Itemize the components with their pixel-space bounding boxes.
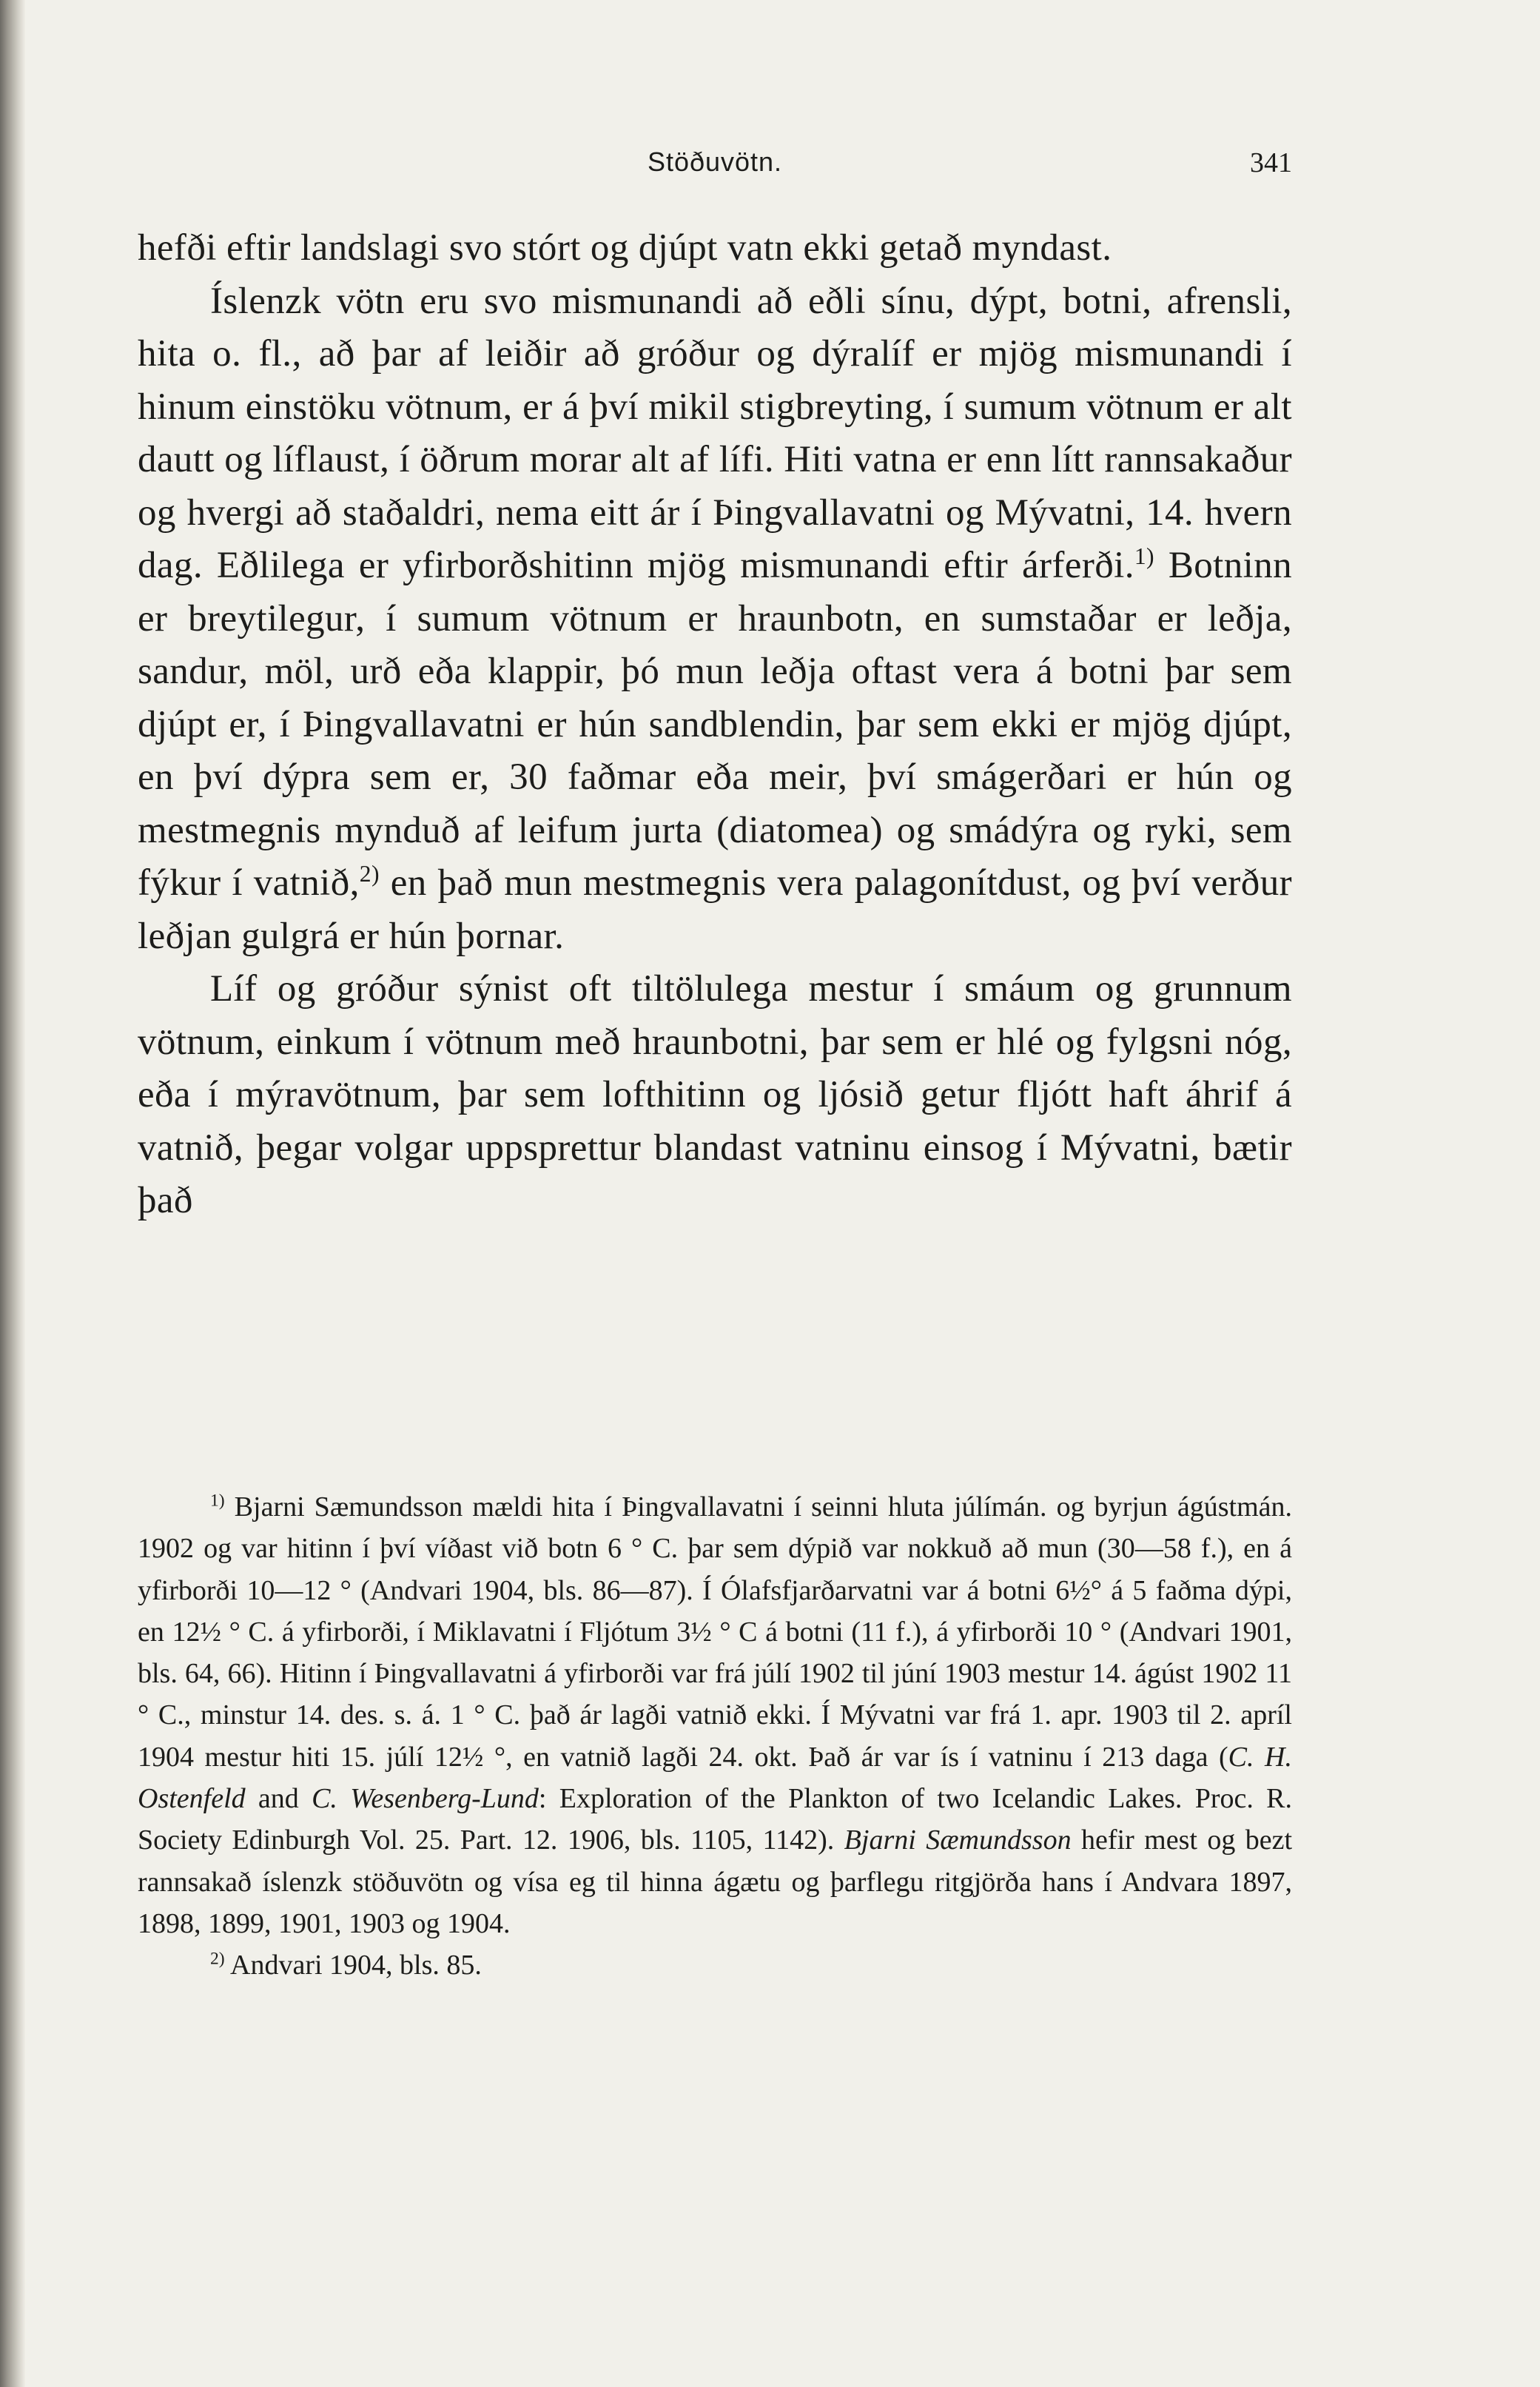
- footnote-1-text-b: : Exploration of the Plankton of two Icelandic Lakes. Proc. R. Society Edinburgh Vol. 25. Part. 12. 1906, bls. 1105, 1142).: [138, 1783, 1292, 1856]
- binding-edge: [0, 0, 25, 2387]
- paragraph-2: [138, 275, 1292, 964]
- footnote-1-marker: 1): [210, 1491, 225, 1511]
- footnote-1-name-italic: Bjarni Sæmundsson: [844, 1824, 1072, 1856]
- page-number: 341: [1250, 147, 1292, 178]
- footnote-1-coauthor: C. Wesenberg-Lund: [312, 1783, 539, 1815]
- page-header: [138, 147, 1292, 191]
- footnote-marker-2: 2): [359, 861, 380, 887]
- body-text: [138, 222, 1292, 1228]
- footnote-1-authors: C. H. Ostenfeld: [138, 1741, 1292, 1815]
- paragraph-2-end: en það mun mestmegnis vera palagonítdust, og því verður leðjan gulgrá er hún þornar.: [138, 862, 1292, 957]
- paragraph-2-continuation: Botninn er breytilegur, í sumum vötnum er hraunbotn, en sumstaðar er leðja, sandur, möl, urð eða klappir, þó mun leðja oftast vera á botni þar sem djúpt er, í Þingvallavatni er hún sandblendin, þar sem ekki er mjög djúpt, en því dýpra sem er, 30 faðmar eða meir, því smágerðari er hún og mestmegnis mynduð af leifum jurta (diatomea) og smádýra og ryki, sem fýkur í vatnið,: [138, 545, 1292, 904]
- paragraph-1: [138, 222, 1292, 275]
- footnotes: [138, 1486, 1292, 1987]
- running-title: Stöðuvötn.: [647, 147, 783, 177]
- footnote-marker-1: 1): [1134, 543, 1154, 569]
- footnote-1-text-c: hefir mest og bezt rannsakað íslenzk stöðuvötn og vísa eg til hinna ágætu og þarflegu ritgjörða hans í Andvara 1897, 1898, 1899, 1901, 1903 og 1904.: [138, 1824, 1293, 1939]
- footnote-2: [138, 1944, 1292, 1986]
- paragraph-2-text: Íslenzk vötn eru svo mismunandi að eðli sínu, dýpt, botni, afrensli, hita o. fl., að þar af leiðir að gróður og dýralíf er mjög mismunandi í hinum einstöku vötnum, er á því mikil stigbreyting, í sumum vötnum er alt dautt og líflaust, í öðrum morar alt af lífi. Hiti vatna er enn lítt rannsakaður og hvergi að staðaldri, nema eitt ár í Þingvallavatni og Mývatni, 14. hvern dag. Eðlilega er yfirborðshitinn mjög mismunandi eftir árferði.: [138, 280, 1292, 586]
- footnote-2-marker: 2): [210, 1949, 225, 1969]
- footnote-1: [138, 1486, 1292, 1944]
- footnote-1-and: and: [258, 1783, 299, 1815]
- paragraph-1-text: hefði eftir landslagi svo stórt og djúpt vatn ekki getað myndast.: [138, 227, 1112, 269]
- footnote-1-text-a: Bjarni Sæmundsson mældi hita í Þingvallavatni í seinni hluta júlímán. og byrjun ágústmán. 1902 og var hitinn í því víðast við botn 6 ° C. þar sem dýpið var nokkuð að mun (30—58 f.), en á yfirborði 10—12 ° (Andvari 1904, bls. 86—87). Í Ólafsfjarðarvatni var á botni 6½° á 5 faðma dýpi, en 12½ ° C. á yfirborði, í Miklavatni í Fljótum 3½ ° C á botni (11 f.), á yfirborði 10 ° (Andvari 1901, bls. 64, 66). Hitinn í Þingvallavatni á yfirborði var frá júlí 1902 til júní 1903 mestur 14. ágúst 1902 11 ° C., minstur 14. des. s. á. 1 ° C. það ár lagði vatnið ekki. Í Mývatni var frá 1. apr. 1903 til 2. apríl 1904 mestur hiti 15. júlí 12½ °, en vatnið lagði 24. okt. Það ár var ís í vatninu í 213 daga (: [138, 1491, 1293, 1773]
- footnote-2-text: Andvari 1904, bls. 85.: [230, 1950, 482, 1981]
- paragraph-3-text: Líf og gróður sýnist oft tiltölulega mestur í smáum og grunnum vötnum, einkum í vötnum með hraunbotni, þar sem er hlé og fylgsni nóg, eða í mýravötnum, þar sem lofthitinn og ljósið getur fljótt haft áhrif á vatnið, þegar volgar uppsprettur blandast vatninu einsog í Mývatni, bætir það: [138, 968, 1292, 1221]
- paragraph-3: [138, 963, 1292, 1228]
